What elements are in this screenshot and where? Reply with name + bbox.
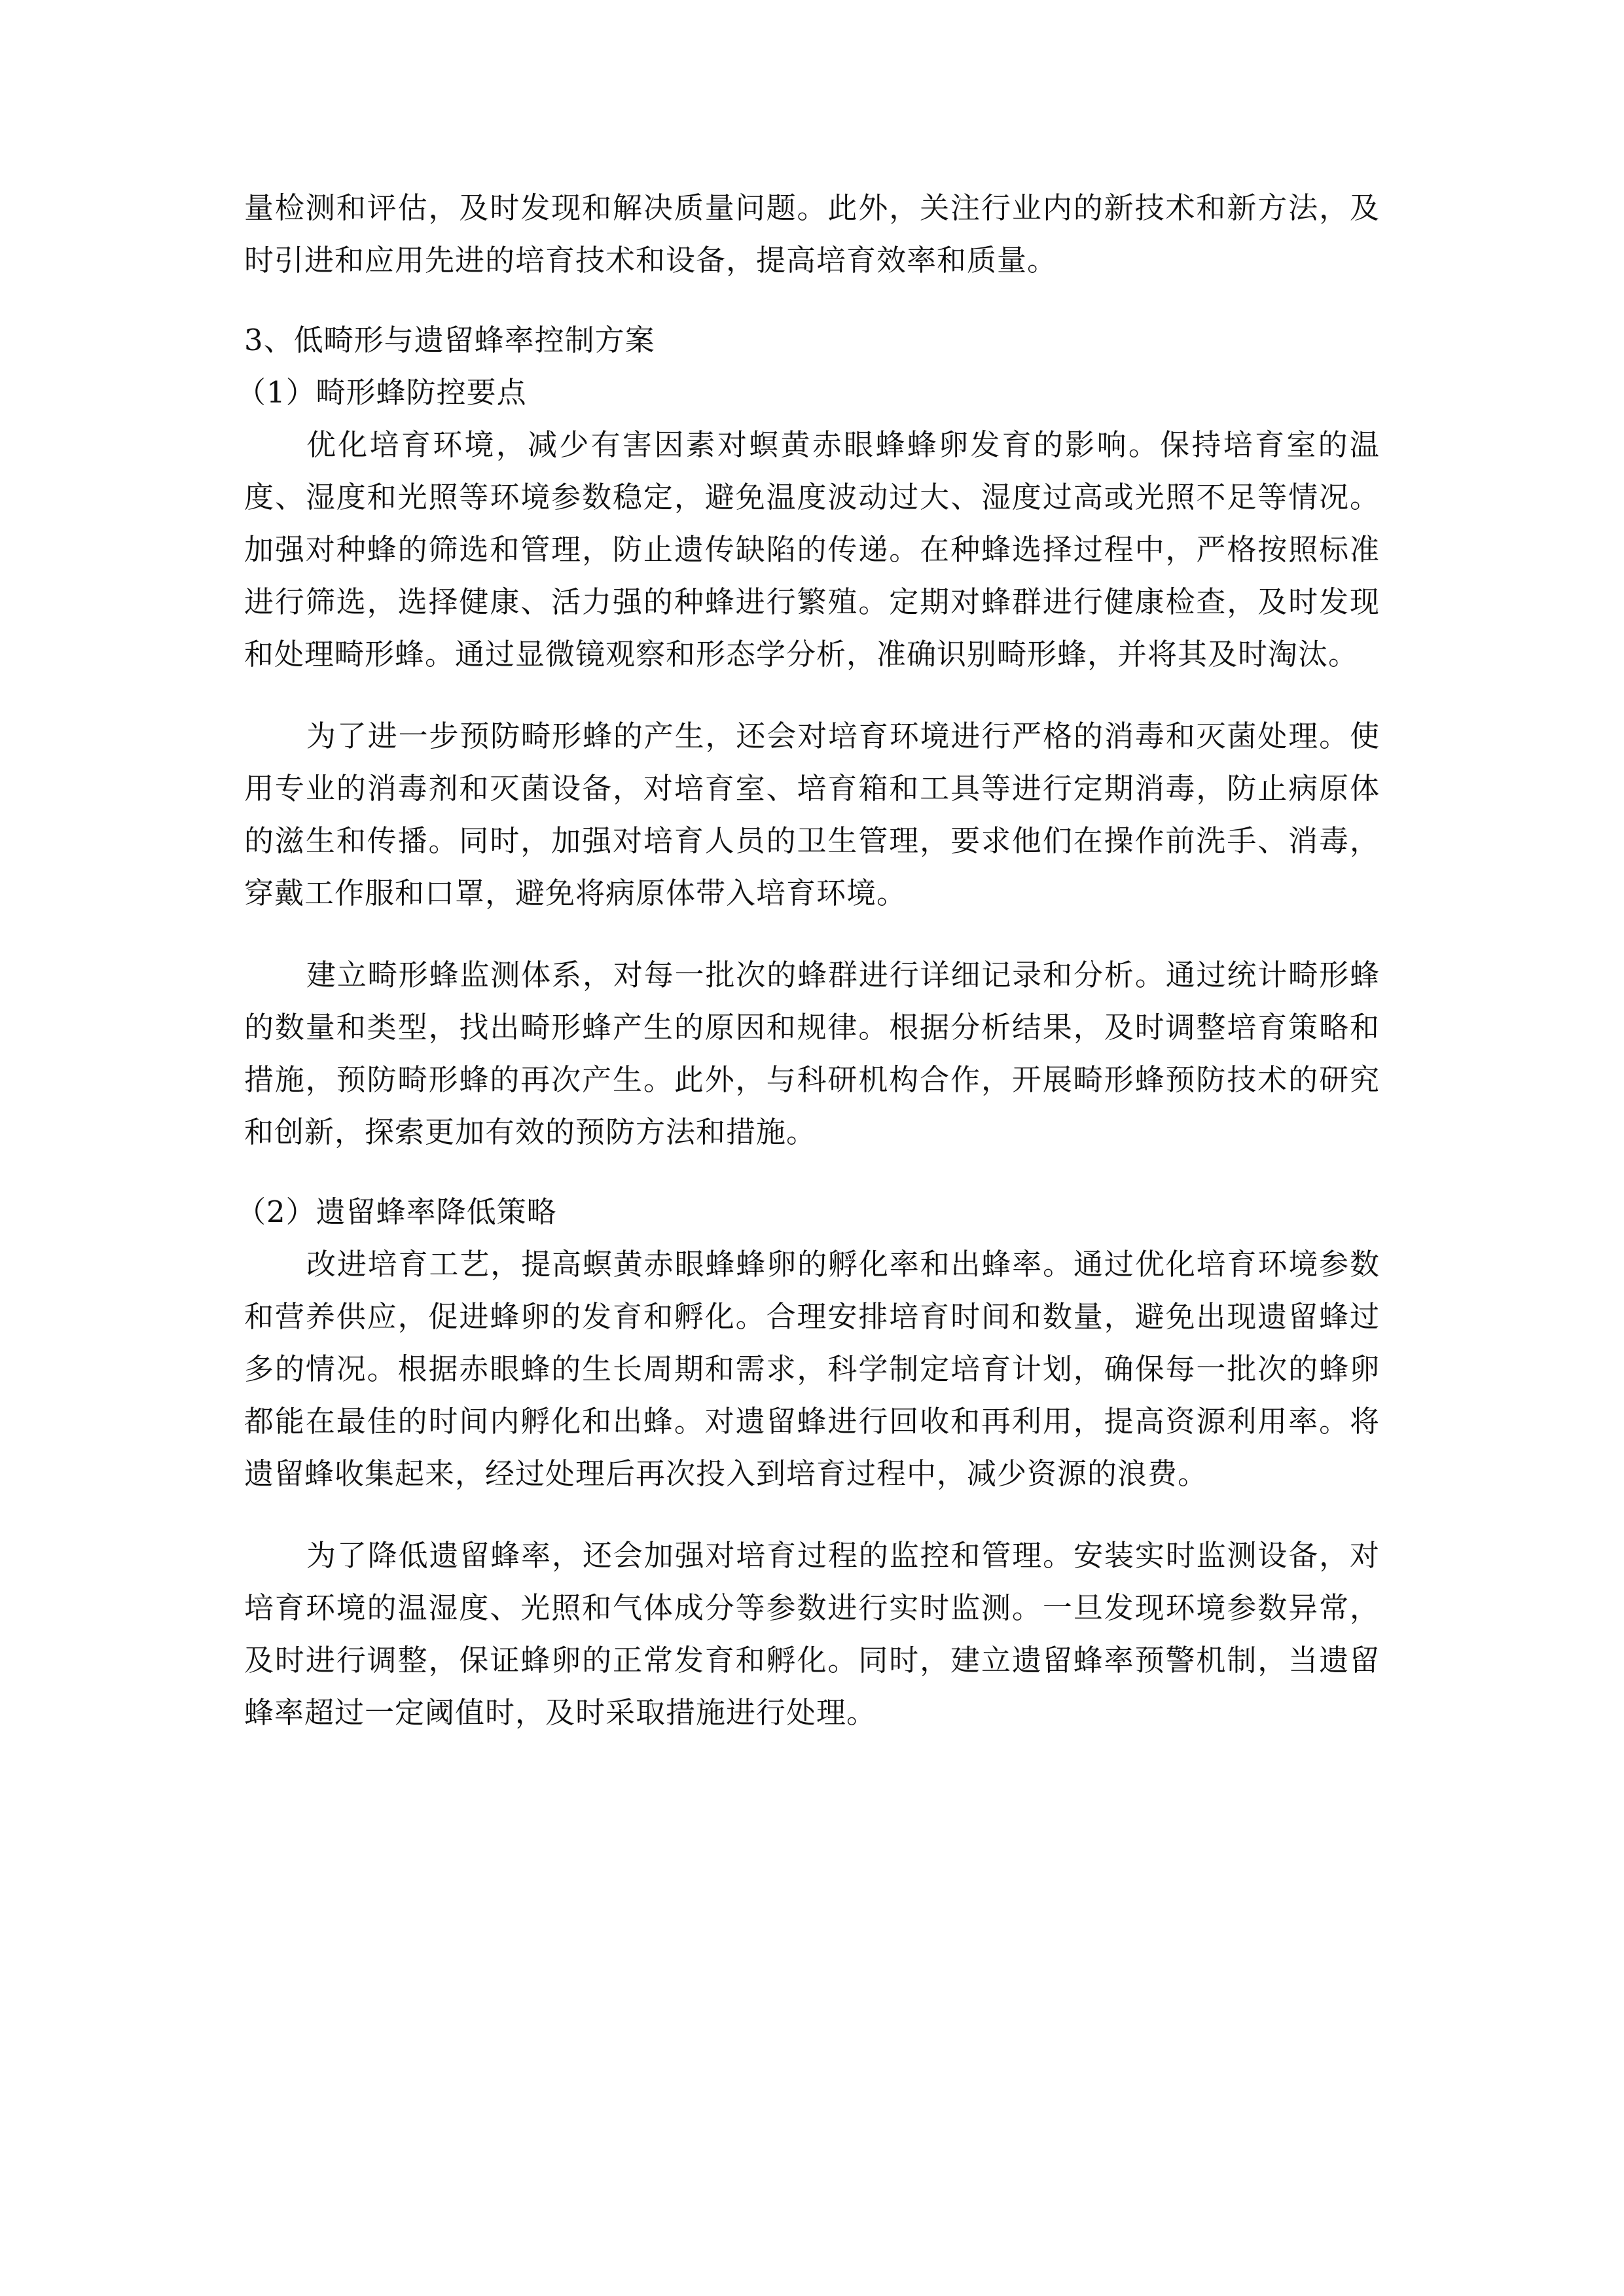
section-heading: 3、低畸形与遗留蜂率控制方案 xyxy=(244,323,655,357)
paragraph: 优化培育环境，减少有害因素对螟黄赤眼蜂蜂卵发育的影响。保持培育室的温度、湿度和光照等环境参数稳定，避免温度波动过大、湿度过高或光照不足等情况。加强对种蜂的筛选和管理，防止遗传缺陷的传递。在种蜂选择过程中，严格按照标准进行筛选，选择健康、活力强的种蜂进行繁殖。定期对蜂群进行健康检查，及时发现和处理畸形蜂。通过显微镜观察和形态学分析，准确识别畸形蜂，并将其及时淘汰。 xyxy=(244,427,1380,672)
paragraph: 为了进一步预防畸形蜂的产生，还会对培育环境进行严格的消毒和灭菌处理。使用专业的消毒剂和灭菌设备，对培育室、培育箱和工具等进行定期消毒，防止病原体的滋生和传播。同时，加强对培育人员的卫生管理，要求他们在操作前洗手、消毒，穿戴工作服和口罩，避免将病原体带入培育环境。 xyxy=(244,719,1380,910)
continued-paragraph: 量检测和评估，及时发现和解决质量问题。此外，关注行业内的新技术和新方法，及时引进和应用先进的培育技术和设备，提高培育效率和质量。 xyxy=(244,190,1380,278)
paragraph: 建立畸形蜂监测体系，对每一批次的蜂群进行详细记录和分析。通过统计畸形蜂的数量和类型，找出畸形蜂产生的原因和规律。根据分析结果，及时调整培育策略和措施，预防畸形蜂的再次产生。此外，与科研机构合作，开展畸形蜂预防技术的研究和创新，探索更加有效的预防方法和措施。 xyxy=(244,958,1380,1149)
document-body xyxy=(236,182,1380,1739)
subsection-1-heading: （1）畸形蜂防控要点 xyxy=(236,375,527,410)
subsection-2-heading: （2）遗留蜂率降低策略 xyxy=(236,1194,557,1229)
paragraph: 改进培育工艺，提高螟黄赤眼蜂蜂卵的孵化率和出蜂率。通过优化培育环境参数和营养供应，促进蜂卵的发育和孵化。合理安排培育时间和数量，避免出现遗留蜂过多的情况。根据赤眼蜂的生长周期和需求，科学制定培育计划，确保每一批次的蜂卵都能在最佳的时间内孵化和出蜂。对遗留蜂进行回收和再利用，提高资源利用率。将遗留蜂收集起来，经过处理后再次投入到培育过程中，减少资源的浪费。 xyxy=(244,1247,1380,1491)
paragraph: 为了降低遗留蜂率，还会加强对培育过程的监控和管理。安装实时监测设备，对培育环境的温湿度、光照和气体成分等参数进行实时监测。一旦发现环境参数异常，及时进行调整，保证蜂卵的正常发育和孵化。同时，建立遗留蜂率预警机制，当遗留蜂率超过一定阈值时，及时采取措施进行处理。 xyxy=(244,1538,1380,1730)
